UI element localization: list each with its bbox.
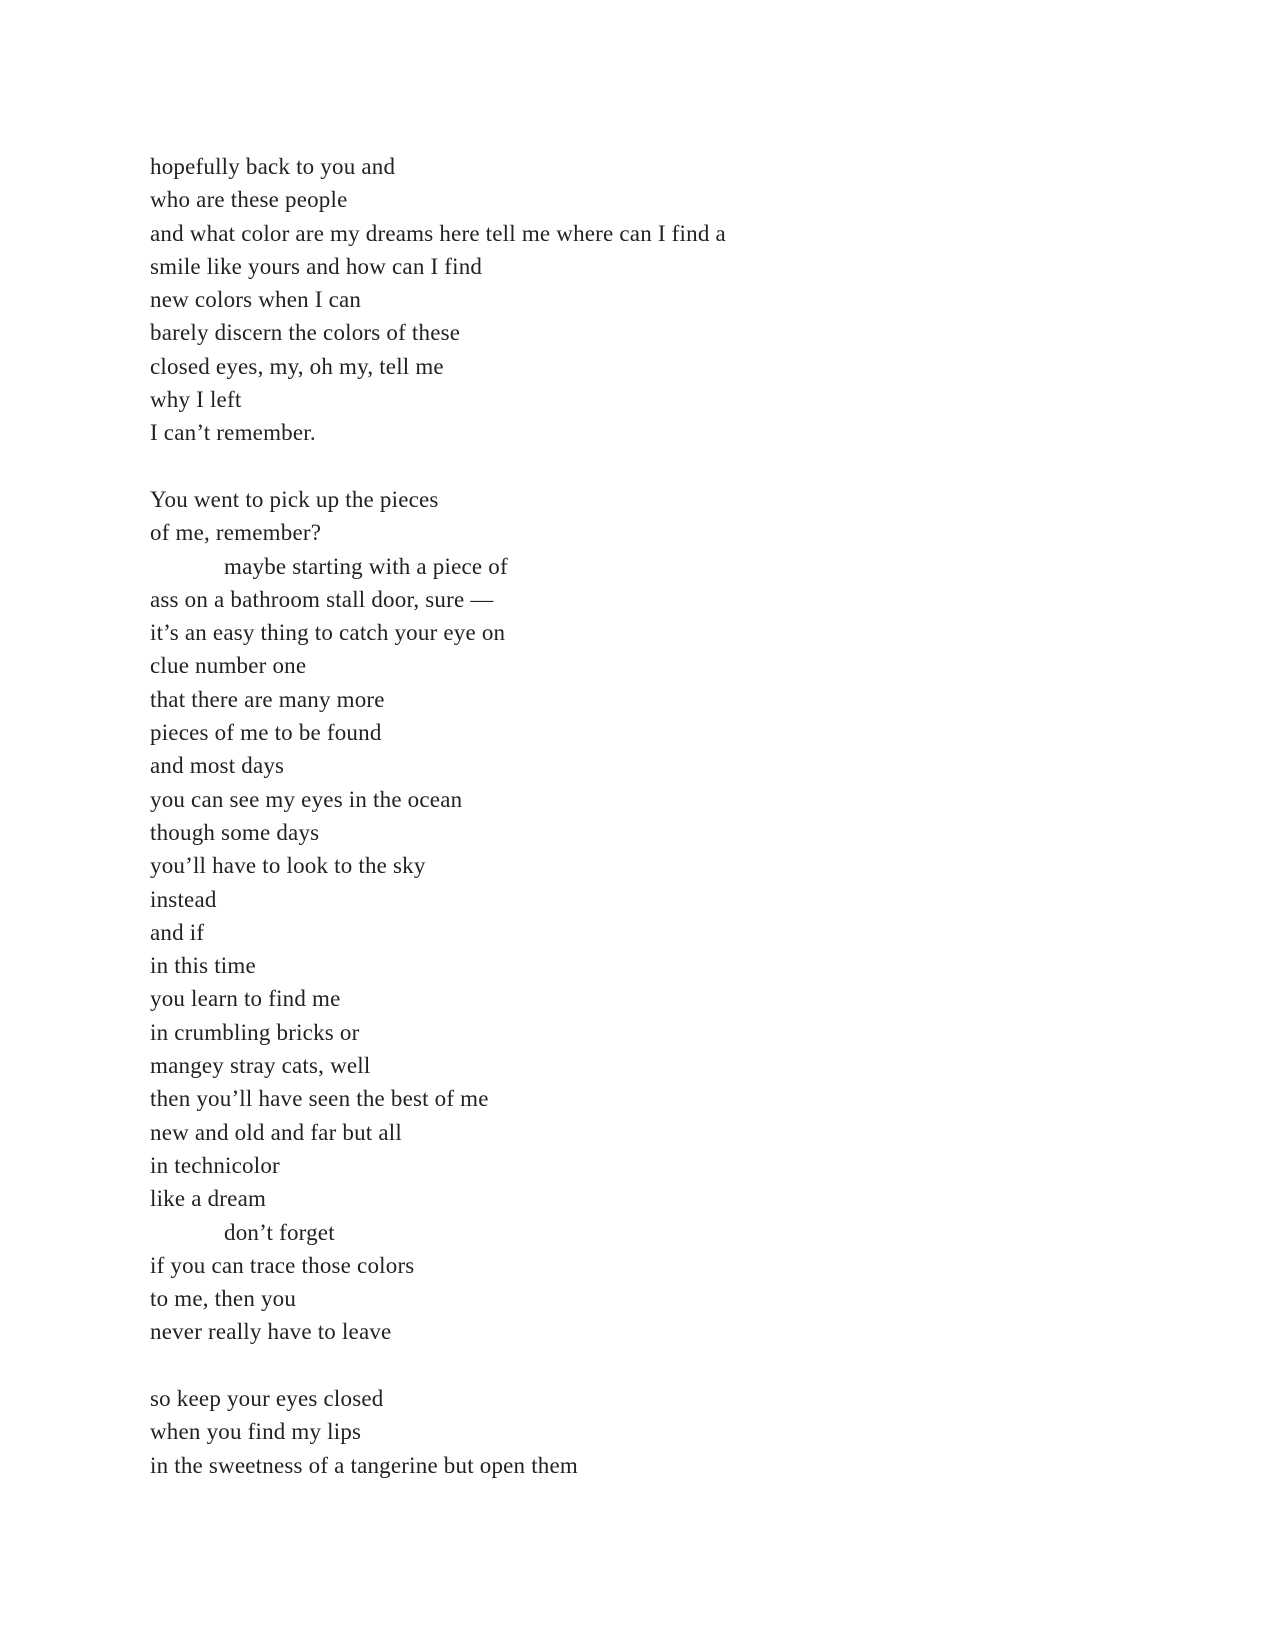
poem-line: and most days (150, 753, 285, 779)
poem-line: mangey stray cats, well (150, 1053, 371, 1079)
poem-line: to me, then you (150, 1286, 297, 1312)
poem-line: I can’t remember. (150, 420, 316, 446)
poem-line: never really have to leave (150, 1319, 392, 1345)
poem-line: instead (150, 886, 217, 912)
poem-line: in the sweetness of a tangerine but open them (150, 1452, 578, 1478)
poem-line: smile like yours and how can I find (150, 253, 483, 279)
stanza (150, 1382, 1150, 1482)
poem-line: like a dream (150, 1186, 267, 1212)
poem-line: new colors when I can (150, 287, 362, 313)
poem-line: that there are many more (150, 686, 385, 712)
poem-line: barely discern the colors of these (150, 320, 461, 346)
poem-line: you learn to find me (150, 986, 341, 1012)
poem-line: in technicolor (150, 1152, 280, 1178)
poem-line: you can see my eyes in the ocean (150, 786, 463, 812)
poem-line: new and old and far but all (150, 1119, 402, 1145)
poem-line: of me, remember? (150, 520, 322, 546)
poem-line: in this time (150, 953, 256, 979)
stanza (150, 150, 1150, 450)
poem-line: hopefully back to you and (150, 154, 396, 179)
poem-line: in crumbling bricks or (150, 1019, 360, 1045)
poem-line: You went to pick up the pieces (150, 486, 439, 512)
stanza-break (150, 450, 1150, 483)
poem-line: closed eyes, my, oh my, tell me (150, 353, 444, 379)
poem-line: clue number one (150, 653, 307, 679)
stanza-break (150, 1349, 1150, 1382)
poem-line: why I left (150, 387, 242, 413)
poem-line: when you find my lips (150, 1419, 362, 1445)
poem-line: you’ll have to look to the sky (150, 853, 426, 879)
stanza (150, 483, 1150, 1349)
poem-line: it’s an easy thing to catch your eye on (150, 620, 506, 646)
poem-line: then you’ll have seen the best of me (150, 1086, 489, 1112)
poem-line: pieces of me to be found (150, 720, 382, 746)
poem-line: though some days (150, 819, 320, 845)
poem-line: and if (150, 919, 205, 945)
poem-body (150, 150, 1150, 1482)
poem-line: don’t forget (224, 1219, 335, 1245)
poem-line: maybe starting with a piece of (224, 553, 508, 579)
poem-line: if you can trace those colors (150, 1252, 415, 1278)
poem-line: so keep your eyes closed (150, 1385, 384, 1411)
poem-line: who are these people (150, 187, 348, 213)
poem-line: ass on a bathroom stall door, sure — (150, 586, 494, 612)
poem-line: and what color are my dreams here tell me where can I find a (150, 220, 726, 246)
